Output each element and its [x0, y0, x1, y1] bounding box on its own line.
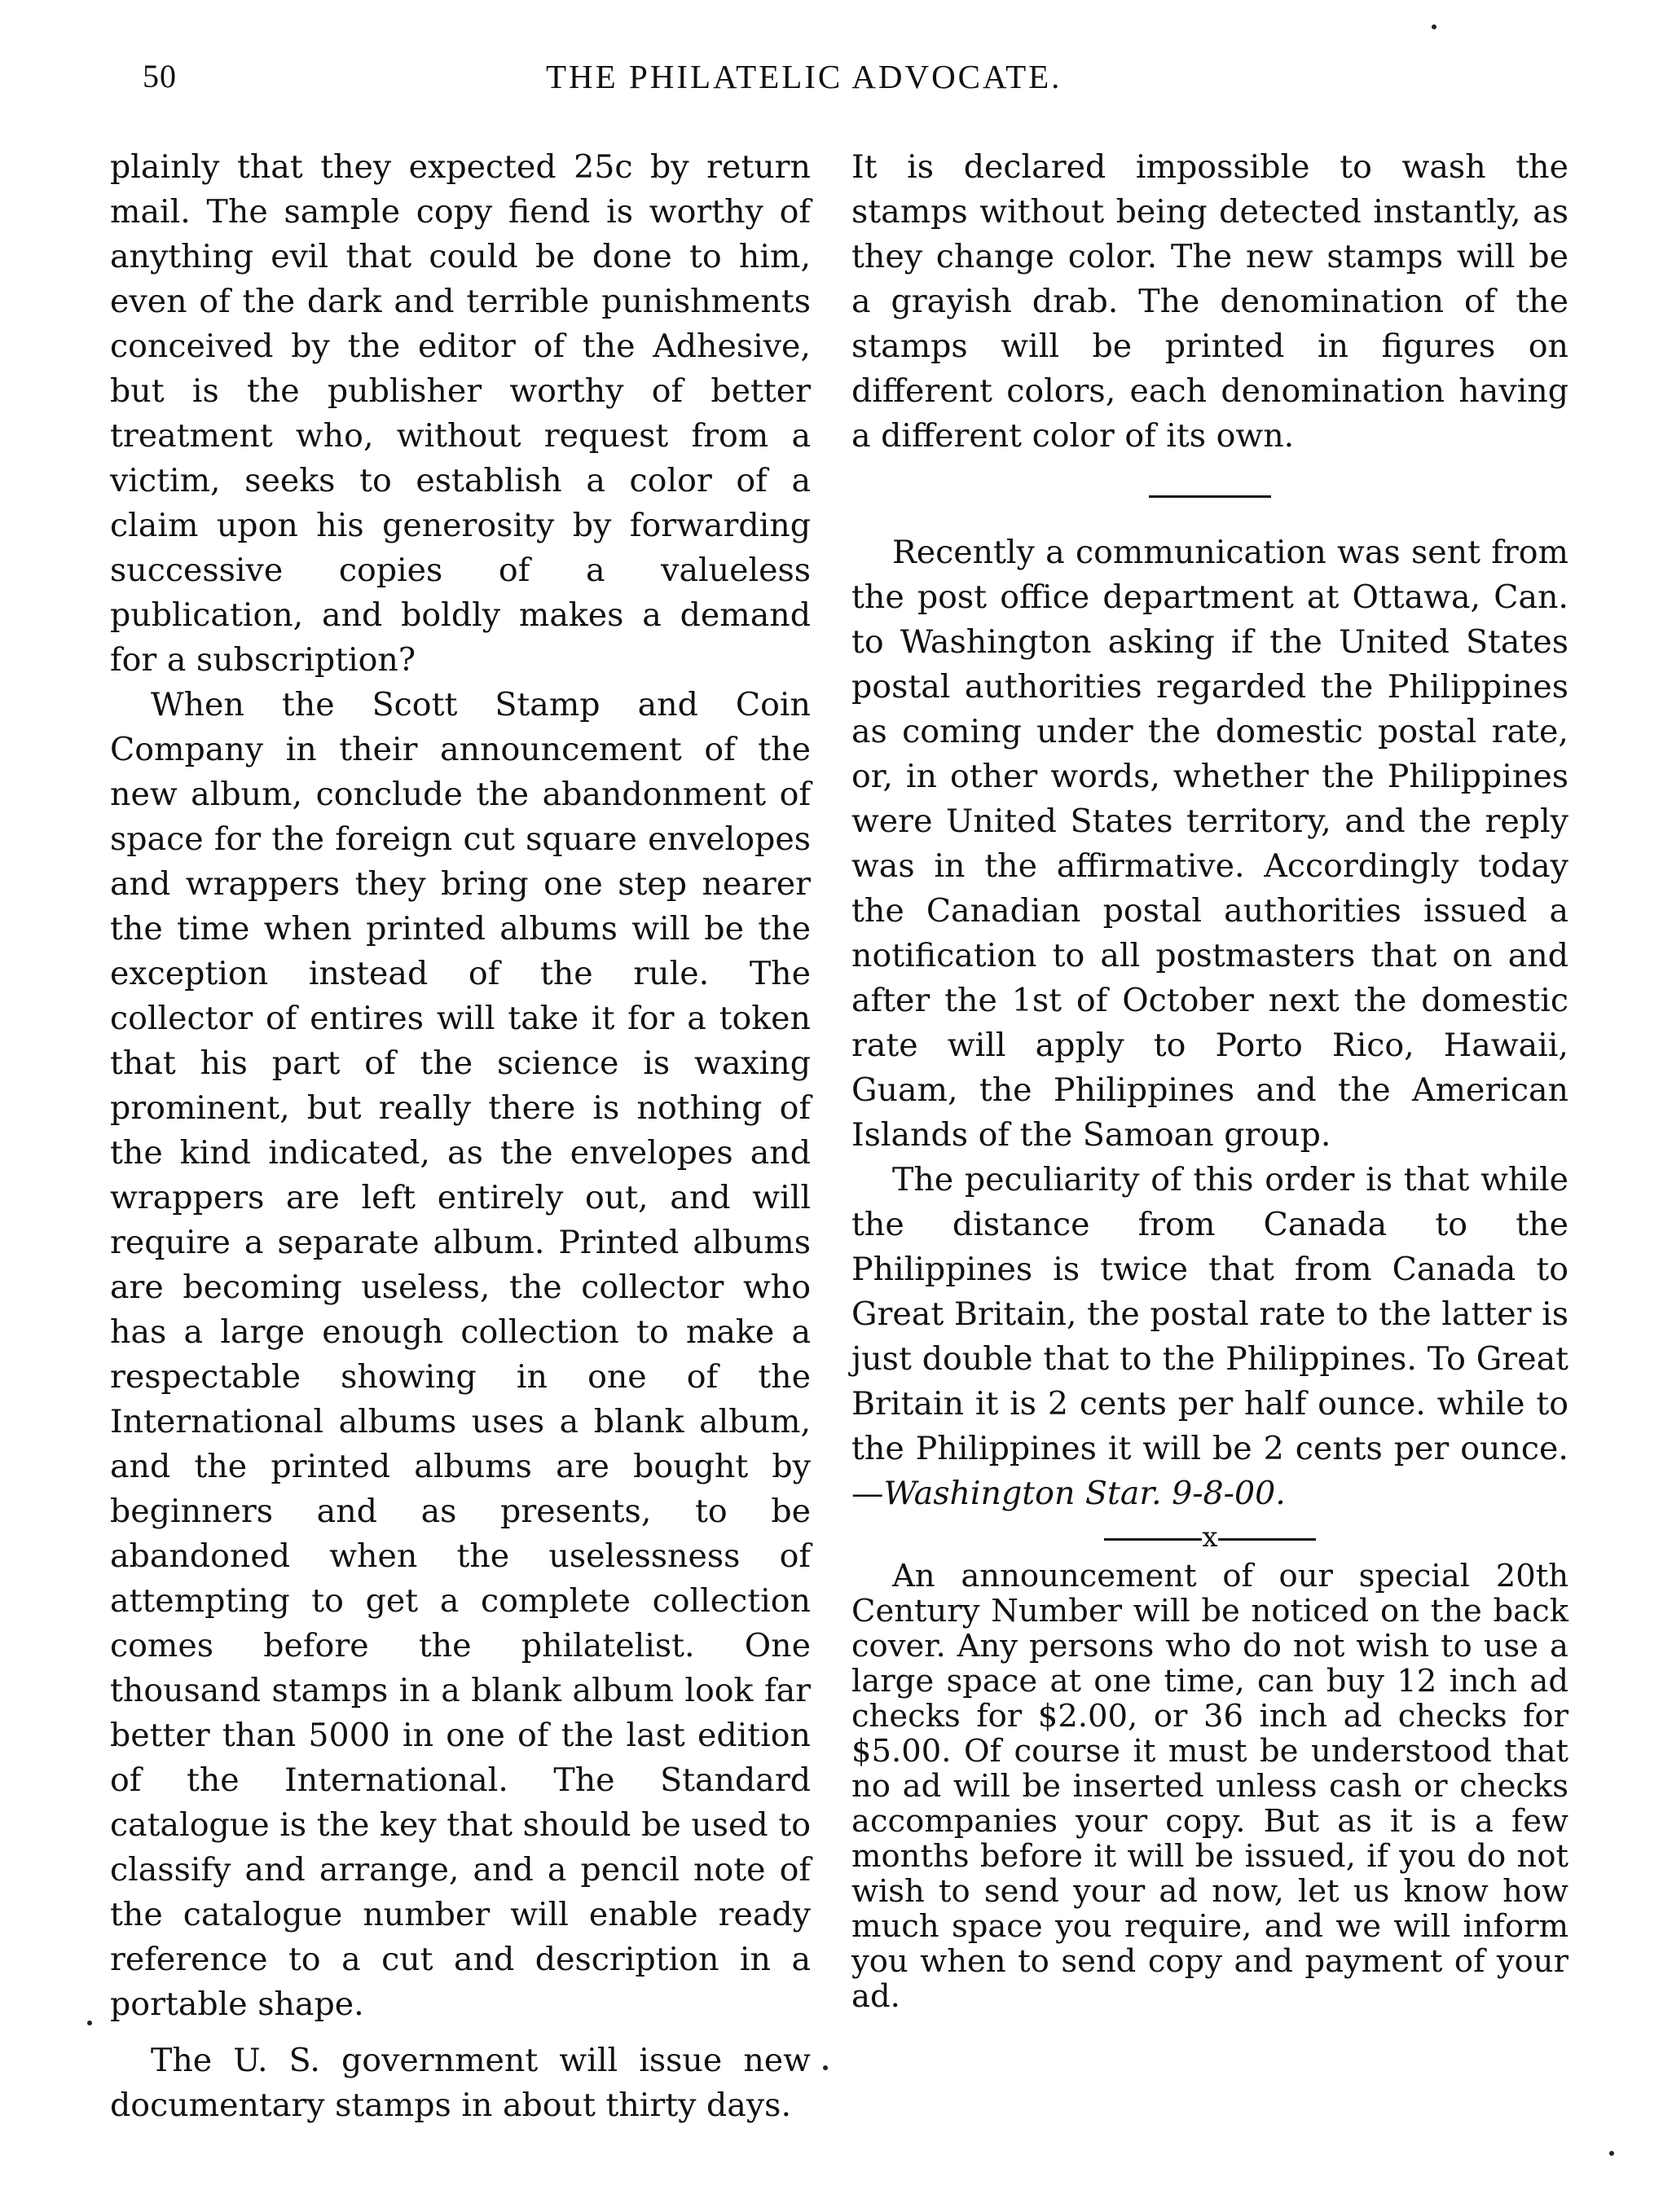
divider-mark: x	[1202, 1521, 1218, 1554]
right-paragraph-wash-stamps: It is declared impossible to wash the stamps without being detected instantly, as they change color. The new stamps will be a grayish drab. The denomination of the stamps will be printed in figures on different colors, each denomination having a different color of its own.	[851, 148, 1568, 455]
left-paragraph-documentary-stamps: The U. S. government will issue new documentary stamps in about thirty days.	[110, 2042, 811, 2124]
peculiarity-text: The peculiarity of this order is that while the distance from Canada to the Philippines is twice that from Canada to Great Britain, the postal rate to the latter is just double that to the Philippines. To Great Britain it is 2 cents per half ounce. while to the Philippines it will be 2 cents per ounce.—	[851, 1161, 1568, 1512]
left-paragraph-sample-copy: plainly that they expected 25c by return mail. The sample copy fiend is worthy of anything evil that could be done to him, even of the dark and terrible punishments conceived by the editor of the Adhesive, but is the publisher worthy of better treatment who, without request from a victim, seeks to establish a color of a claim upon his generosity by forwarding successive copies of a valueless publication, and boldly makes a demand for a subscription?	[110, 148, 811, 679]
left-column	[110, 145, 811, 2128]
print-speck	[87, 2021, 92, 2025]
right-paragraph-ottawa-communication: Recently a communication was sent from the post office department at Ottawa, Can. to Washington asking if the United States postal authorities regarded the Philippines as coming under the domestic postal rate, or, in other words, whether the Philippines were United States territory, and the reply was in the affirmative. Accordingly today the Canadian postal authorities issued a notification to all postmasters that on and after the 1st of October next the domestic rate will apply to Porto Rico, Hawaii, Guam, the Philippines and the American Islands of the Samoan group.	[851, 534, 1568, 1154]
left-paragraph-scott-album: When the Scott Stamp and Coin Company in their announcement of the new album, conclude the abandonment of space for the foreign cut square envelopes and wrappers they bring one step nearer the time when printed albums will be the exception instead of the rule. The collector of entires will take it for a token that his part of the science is waxing prominent, but really there is nothing of the kind indicated, as the envelopes and wrappers are left entirely out, and will require a separate album. Printed albums are becoming useless, the collector who has a large enough collection to make a respectable showing in one of the International albums uses a blank album, and the printed albums are bought by beginners and as presents, to be abandoned when the uselessness of attempting to get a complete collection comes before the philatelist. One thousand stamps in a blank album look far better than 5000 in one of the last edition of the International. The Standard catalogue is the key that should be used to classify and arrange, and a pencil note of the catalogue number will enable ready reference to a cut and description in a portable shape.	[110, 686, 811, 2023]
divider-dash-left	[1104, 1538, 1202, 1541]
masthead-title: THE PHILATELIC ADVOCATE.	[546, 58, 1062, 95]
right-paragraph-century-announcement: An announcement of our special 20th Century Number will be noticed on the back cover. Any persons who do not wish to use a large space at one time, can buy 12 inch ad checks for $2.00, or 36 inch ad checks for $5.00. Of course it must be understood that no ad will be inserted unless cash or checks accompanies your copy. But as it is a few months before it will be issued, if you do not wish to send your ad now, let us know how much space you require, and we will inform you when to send copy and payment of your ad.	[851, 1558, 1568, 2015]
source-citation: Washington Star. 9-8-00.	[883, 1475, 1286, 1512]
print-speck	[1432, 24, 1436, 29]
page-number: 50	[143, 58, 177, 95]
print-speck	[1609, 2151, 1614, 2156]
divider-dash-right	[1218, 1538, 1316, 1541]
section-rule	[1149, 495, 1271, 498]
x-divider	[851, 1521, 1568, 1554]
print-speck	[823, 2065, 828, 2070]
right-paragraph-peculiarity	[851, 1158, 1568, 1516]
right-column	[851, 145, 1568, 2014]
